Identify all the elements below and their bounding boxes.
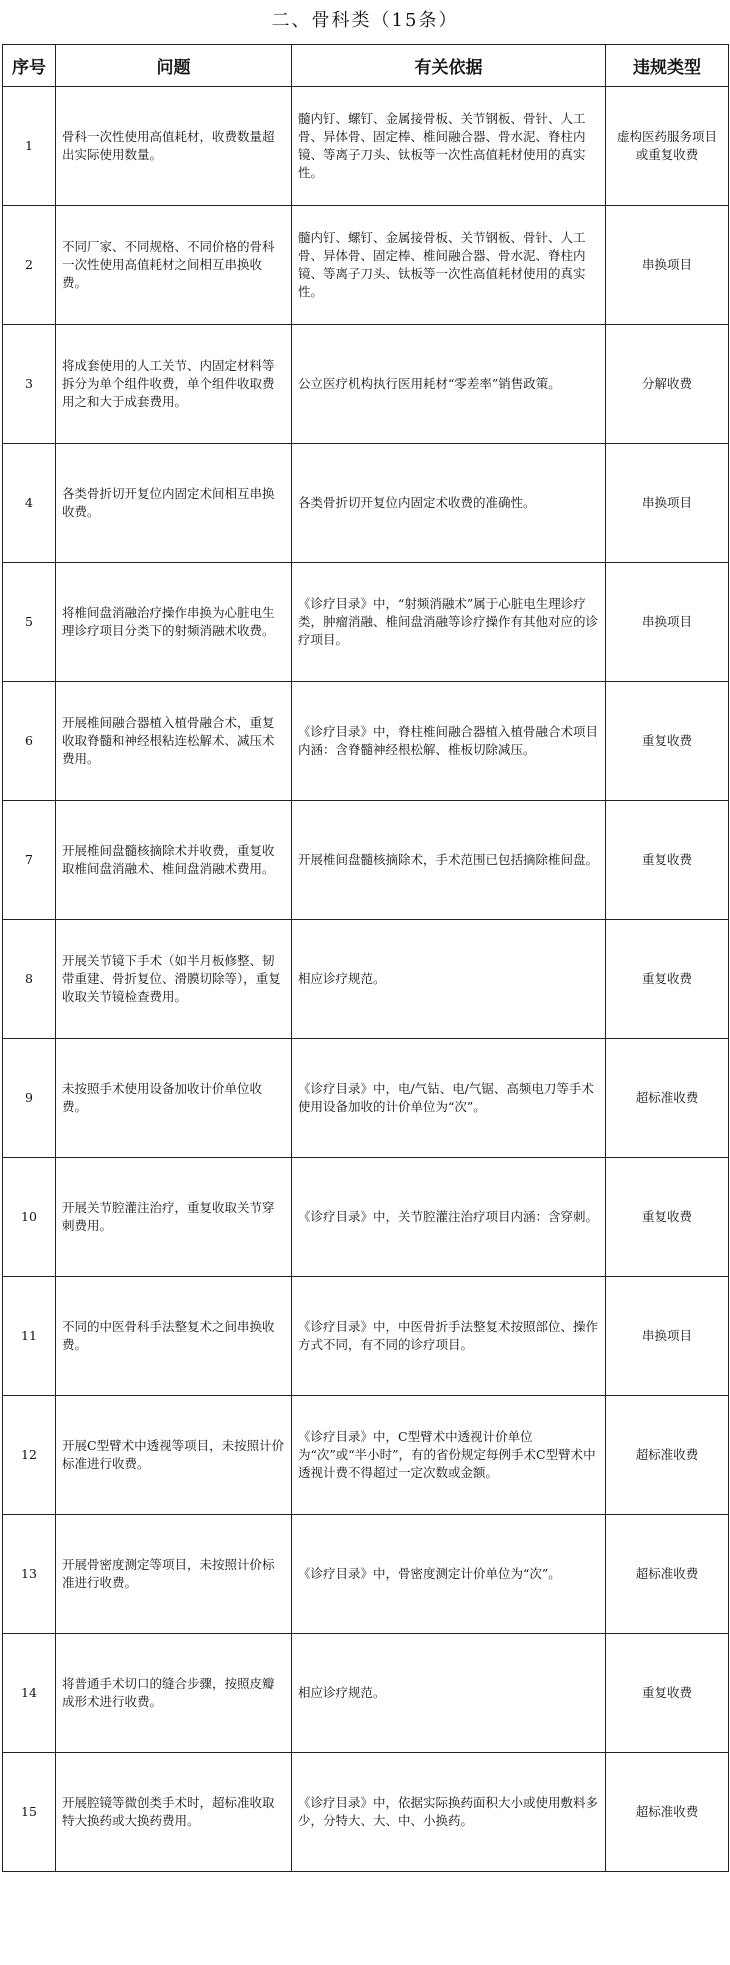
row-problem: 将普通手术切口的缝合步骤，按照皮瓣成形术进行收费。 xyxy=(56,1634,292,1753)
row-problem: 骨科一次性使用高值耗材，收费数量超出实际使用数量。 xyxy=(56,87,292,206)
row-violation-type: 串换项目 xyxy=(606,206,729,325)
row-problem: 开展关节腔灌注治疗，重复收取关节穿刺费用。 xyxy=(56,1158,292,1277)
table-row xyxy=(3,682,729,801)
row-number: 1 xyxy=(3,87,56,206)
row-violation-type: 超标准收费 xyxy=(606,1039,729,1158)
table-row xyxy=(3,1277,729,1396)
row-violation-type: 超标准收费 xyxy=(606,1753,729,1872)
table-row xyxy=(3,1396,729,1515)
row-basis: 《诊疗目录》中，中医骨折手法整复术按照部位、操作方式不同，有不同的诊疗项目。 xyxy=(292,1277,606,1396)
table-row xyxy=(3,87,729,206)
row-basis: 《诊疗目录》中，骨密度测定计价单位为“次”。 xyxy=(292,1515,606,1634)
table-row xyxy=(3,801,729,920)
table-row xyxy=(3,206,729,325)
row-problem: 开展关节镜下手术（如半月板修整、韧带重建、骨折复位、滑膜切除等），重复收取关节镜检查费用。 xyxy=(56,920,292,1039)
row-violation-type: 重复收费 xyxy=(606,920,729,1039)
row-number: 7 xyxy=(3,801,56,920)
row-problem: 开展C型臂术中透视等项目，未按照计价标准进行收费。 xyxy=(56,1396,292,1515)
row-number: 5 xyxy=(3,563,56,682)
row-number: 11 xyxy=(3,1277,56,1396)
row-violation-type: 超标准收费 xyxy=(606,1396,729,1515)
row-basis: 《诊疗目录》中，电/气钻、电/气锯、高频电刀等手术使用设备加收的计价单位为“次”。 xyxy=(292,1039,606,1158)
row-number: 4 xyxy=(3,444,56,563)
row-basis: 髓内钉、螺钉、金属接骨板、关节钢板、骨针、人工骨、异体骨、固定棒、椎间融合器、骨水泥、脊柱内镜、等离子刀头、钛板等一次性高值耗材使用的真实性。 xyxy=(292,87,606,206)
row-problem: 开展骨密度测定等项目，未按照计价标准进行收费。 xyxy=(56,1515,292,1634)
row-number: 2 xyxy=(3,206,56,325)
row-basis: 各类骨折切开复位内固定术收费的准确性。 xyxy=(292,444,606,563)
table-header-row xyxy=(3,45,729,87)
row-violation-type: 串换项目 xyxy=(606,1277,729,1396)
row-basis: 《诊疗目录》中，C型臂术中透视计价单位为“次”或“半小时”，有的省份规定每例手术C型臂术中透视计费不得超过一定次数或金额。 xyxy=(292,1396,606,1515)
table-row xyxy=(3,1158,729,1277)
row-number: 3 xyxy=(3,325,56,444)
row-violation-type: 重复收费 xyxy=(606,1634,729,1753)
row-number: 9 xyxy=(3,1039,56,1158)
rules-table xyxy=(2,44,729,1872)
row-basis: 《诊疗目录》中，“射频消融术”属于心脏电生理诊疗类，肿瘤消融、椎间盘消融等诊疗操作有其他对应的诊疗项目。 xyxy=(292,563,606,682)
row-number: 15 xyxy=(3,1753,56,1872)
row-basis: 相应诊疗规范。 xyxy=(292,920,606,1039)
row-problem: 不同的中医骨科手法整复术之间串换收费。 xyxy=(56,1277,292,1396)
row-violation-type: 超标准收费 xyxy=(606,1515,729,1634)
header-basis: 有关依据 xyxy=(292,45,606,87)
row-basis: 髓内钉、螺钉、金属接骨板、关节钢板、骨针、人工骨、异体骨、固定棒、椎间融合器、骨水泥、脊柱内镜、等离子刀头、钛板等一次性高值耗材使用的真实性。 xyxy=(292,206,606,325)
table-row xyxy=(3,444,729,563)
table-row xyxy=(3,1634,729,1753)
row-problem: 开展椎间融合器植入植骨融合术，重复收取脊髓和神经根粘连松解术、减压术费用。 xyxy=(56,682,292,801)
row-basis: 《诊疗目录》中，脊柱椎间融合器植入植骨融合术项目内涵：含脊髓神经根松解、椎板切除减压。 xyxy=(292,682,606,801)
row-problem: 不同厂家、不同规格、不同价格的骨科一次性使用高值耗材之间相互串换收费。 xyxy=(56,206,292,325)
row-violation-type: 重复收费 xyxy=(606,801,729,920)
row-violation-type: 串换项目 xyxy=(606,444,729,563)
header-problem: 问题 xyxy=(56,45,292,87)
row-basis: 公立医疗机构执行医用耗材“零差率”销售政策。 xyxy=(292,325,606,444)
row-problem: 开展椎间盘髓核摘除术并收费，重复收取椎间盘消融术、椎间盘消融术费用。 xyxy=(56,801,292,920)
table-row xyxy=(3,1039,729,1158)
row-number: 8 xyxy=(3,920,56,1039)
row-number: 6 xyxy=(3,682,56,801)
row-violation-type: 重复收费 xyxy=(606,682,729,801)
table-row xyxy=(3,325,729,444)
table-row xyxy=(3,1753,729,1872)
table-row xyxy=(3,920,729,1039)
row-number: 12 xyxy=(3,1396,56,1515)
row-number: 10 xyxy=(3,1158,56,1277)
row-basis: 《诊疗目录》中，依据实际换药面积大小或使用敷料多少，分特大、大、中、小换药。 xyxy=(292,1753,606,1872)
row-basis: 开展椎间盘髓核摘除术，手术范围已包括摘除椎间盘。 xyxy=(292,801,606,920)
section-title: 二、骨科类（15条） xyxy=(271,10,459,31)
row-number: 14 xyxy=(3,1634,56,1753)
header-violation-type: 违规类型 xyxy=(606,45,729,87)
row-violation-type: 虚构医药服务项目或重复收费 xyxy=(606,87,729,206)
row-violation-type: 重复收费 xyxy=(606,1158,729,1277)
row-violation-type: 分解收费 xyxy=(606,325,729,444)
row-number: 13 xyxy=(3,1515,56,1634)
row-basis: 《诊疗目录》中，关节腔灌注治疗项目内涵：含穿刺。 xyxy=(292,1158,606,1277)
row-problem: 未按照手术使用设备加收计价单位收费。 xyxy=(56,1039,292,1158)
row-violation-type: 串换项目 xyxy=(606,563,729,682)
row-problem: 各类骨折切开复位内固定术间相互串换收费。 xyxy=(56,444,292,563)
header-number: 序号 xyxy=(3,45,56,87)
row-problem: 将成套使用的人工关节、内固定材料等拆分为单个组件收费，单个组件收取费用之和大于成套费用。 xyxy=(56,325,292,444)
table-row xyxy=(3,563,729,682)
table-row xyxy=(3,1515,729,1634)
row-basis: 相应诊疗规范。 xyxy=(292,1634,606,1753)
row-problem: 将椎间盘消融治疗操作串换为心脏电生理诊疗项目分类下的射频消融术收费。 xyxy=(56,563,292,682)
row-problem: 开展腔镜等微创类手术时，超标准收取特大换药或大换药费用。 xyxy=(56,1753,292,1872)
